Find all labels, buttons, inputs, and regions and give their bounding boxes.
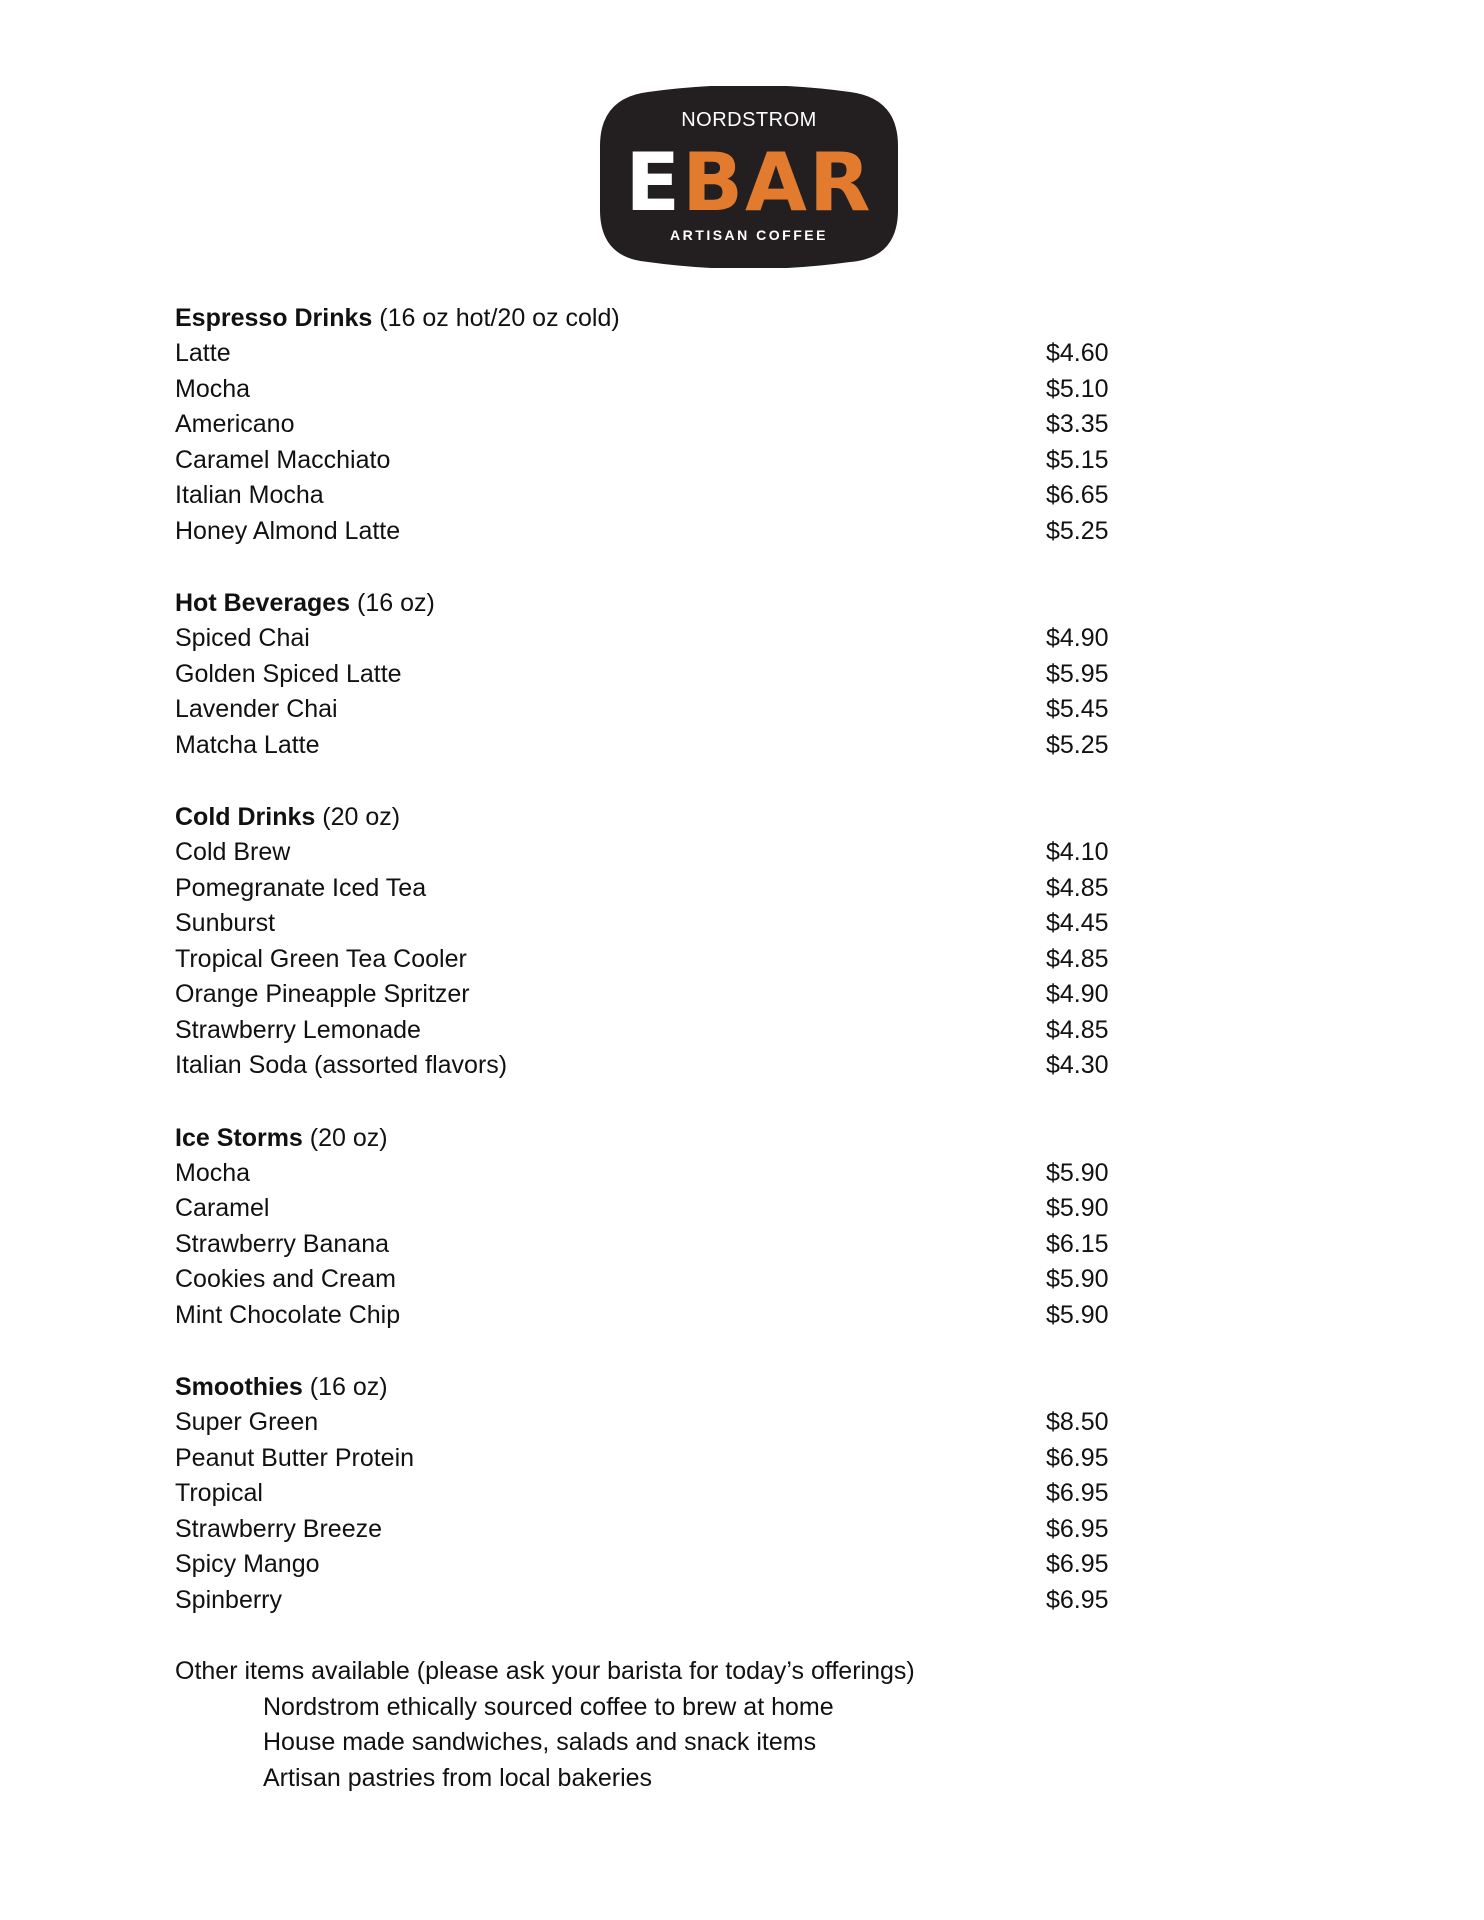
menu-item-price: $4.85 (1046, 1015, 1109, 1044)
menu-item (175, 657, 1115, 693)
menu-item-price: $5.90 (1046, 1158, 1109, 1187)
menu-item-price: $5.90 (1046, 1194, 1109, 1222)
menu-item-price: $6.95 (1046, 1585, 1109, 1614)
menu-item (175, 906, 1115, 942)
menu-item-price: $5.25 (1046, 516, 1109, 545)
menu-item-name: Tropical (175, 1479, 263, 1507)
menu-item (175, 1547, 1115, 1583)
section-heading (175, 585, 1115, 621)
menu-item-price: $6.95 (1046, 1443, 1109, 1472)
menu-item (175, 728, 1115, 764)
menu-item (175, 1048, 1115, 1084)
menu (175, 300, 1115, 1796)
menu-section (175, 585, 1115, 763)
menu-section (175, 1369, 1115, 1618)
menu-item-name: Mint Chocolate Chip (175, 1300, 401, 1329)
menu-item (175, 1441, 1115, 1477)
menu-item-price: $6.95 (1046, 1479, 1109, 1507)
menu-item-name: Caramel Macchiato (175, 445, 391, 474)
menu-item (175, 478, 1115, 514)
menu-item (175, 1476, 1115, 1512)
menu-item-name: Mocha (175, 1158, 251, 1187)
menu-item-price: $6.95 (1046, 1514, 1109, 1543)
ebar-logo (596, 86, 902, 268)
logo-e-letter: E (625, 136, 683, 229)
section-heading (175, 300, 1115, 336)
menu-item-name: Italian Soda (assorted flavors) (175, 1051, 508, 1079)
menu-item (175, 443, 1115, 479)
menu-item-name: Orange Pineapple Spritzer (175, 980, 470, 1008)
menu-item-name: Strawberry Lemonade (175, 1015, 421, 1044)
menu-item-name: Cookies and Cream (175, 1265, 396, 1293)
menu-item-price: $6.65 (1046, 481, 1109, 509)
menu-item-price: $5.15 (1046, 445, 1109, 474)
menu-item-name: Americano (175, 410, 295, 438)
section-size: (16 oz) (309, 1373, 388, 1401)
menu-item-price: $6.15 (1046, 1229, 1109, 1258)
logo-bottom-text: ARTISAN COFFEE (670, 227, 828, 243)
menu-item-name: Strawberry Banana (175, 1229, 390, 1258)
menu-item (175, 1512, 1115, 1548)
menu-item-price: $5.90 (1046, 1265, 1109, 1293)
menu-item-price: $4.90 (1046, 624, 1109, 652)
menu-item (175, 372, 1115, 408)
logo-badge (596, 86, 902, 268)
menu-item-name: Caramel (175, 1194, 270, 1222)
menu-item-price: $5.10 (1046, 374, 1109, 403)
menu-item-name: Spicy Mango (175, 1550, 320, 1578)
menu-item-price: $5.45 (1046, 695, 1109, 723)
menu-item (175, 1405, 1115, 1441)
menu-item-name: Pomegranate Iced Tea (175, 873, 427, 902)
menu-item (175, 692, 1115, 728)
logo-bar-letters: BAR (682, 136, 873, 229)
menu-item-name: Cold Brew (175, 838, 291, 866)
other-items (175, 1654, 1115, 1796)
section-title: Smoothies (175, 1373, 303, 1401)
menu-section (175, 300, 1115, 549)
menu-item-price: $4.45 (1046, 909, 1109, 937)
section-title: Hot Beverages (175, 589, 351, 617)
logo-main-text (625, 136, 872, 229)
section-size: (20 oz) (309, 1123, 388, 1152)
section-heading (175, 799, 1115, 835)
menu-section (175, 799, 1115, 1084)
menu-item-name: Mocha (175, 374, 251, 403)
menu-item (175, 1298, 1115, 1334)
menu-item (175, 1013, 1115, 1049)
menu-item-price: $6.95 (1046, 1550, 1109, 1578)
menu-item (175, 871, 1115, 907)
section-size: (16 oz) (357, 589, 435, 617)
menu-item (175, 336, 1115, 372)
menu-item (175, 977, 1115, 1013)
section-heading (175, 1369, 1115, 1405)
menu-item (175, 1191, 1115, 1227)
menu-item-price: $5.95 (1046, 659, 1109, 688)
menu-item-price: $5.90 (1046, 1300, 1109, 1329)
section-title: Espresso Drinks (175, 304, 373, 332)
menu-item-name: Lavender Chai (175, 695, 338, 723)
menu-item-price: $4.30 (1046, 1051, 1109, 1079)
menu-item (175, 1262, 1115, 1298)
menu-item-name: Latte (175, 339, 231, 367)
menu-item-name: Italian Mocha (175, 481, 324, 509)
menu-item (175, 835, 1115, 871)
section-heading (175, 1120, 1115, 1156)
menu-item (175, 1156, 1115, 1192)
menu-item-name: Honey Almond Latte (175, 516, 401, 545)
other-items-heading: Other items available (please ask your barista for today’s offerings) (175, 1657, 915, 1685)
menu-item-name: Golden Spiced Latte (175, 659, 402, 688)
menu-item (175, 407, 1115, 443)
menu-item-name: Spinberry (175, 1585, 282, 1614)
menu-item (175, 514, 1115, 550)
menu-item-price: $4.60 (1046, 339, 1109, 367)
menu-item-price: $4.10 (1046, 838, 1109, 866)
other-item: Nordstrom ethically sourced coffee to brew at home (263, 1692, 834, 1721)
section-size: (16 oz hot/20 oz cold) (379, 304, 620, 332)
menu-item-price: $8.50 (1046, 1408, 1109, 1436)
logo-top-text: NORDSTROM (681, 109, 817, 131)
menu-item-name: Matcha Latte (175, 730, 320, 759)
menu-item-name: Sunburst (175, 909, 276, 937)
menu-item-name: Strawberry Breeze (175, 1514, 383, 1543)
menu-item-price: $5.25 (1046, 730, 1109, 759)
menu-item (175, 942, 1115, 978)
section-title: Ice Storms (175, 1123, 303, 1152)
menu-item-name: Super Green (175, 1408, 319, 1436)
menu-item-price: $4.85 (1046, 944, 1109, 973)
menu-item-price: $4.90 (1046, 980, 1109, 1008)
menu-item-name: Peanut Butter Protein (175, 1443, 415, 1472)
menu-item-price: $3.35 (1046, 410, 1109, 438)
menu-item (175, 621, 1115, 657)
other-item: Artisan pastries from local bakeries (263, 1763, 653, 1792)
menu-item (175, 1227, 1115, 1263)
menu-item-name: Tropical Green Tea Cooler (175, 944, 467, 973)
menu-item-price: $4.85 (1046, 873, 1109, 902)
section-title: Cold Drinks (175, 803, 316, 831)
menu-sections (175, 300, 1115, 1618)
menu-item-name: Spiced Chai (175, 624, 310, 652)
section-size: (20 oz) (322, 803, 401, 831)
menu-item (175, 1583, 1115, 1619)
menu-section (175, 1120, 1115, 1334)
other-item: House made sandwiches, salads and snack items (263, 1728, 817, 1756)
